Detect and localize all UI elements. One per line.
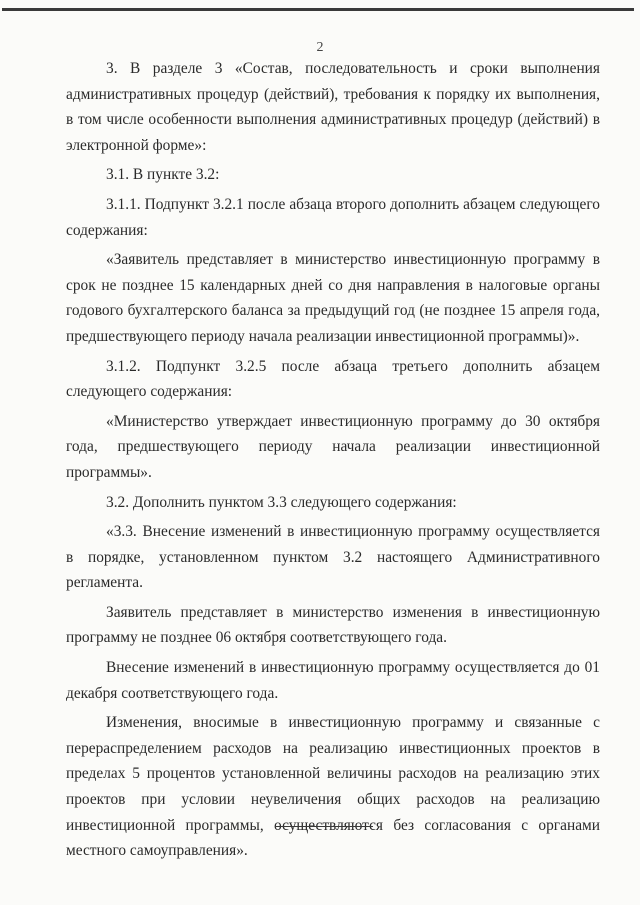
paragraph-changes-deadline: Заявитель представляет в министерство изменения в инвестиционную программу не позднее 06 октября соответствующего года. xyxy=(66,603,600,647)
document-body xyxy=(66,56,600,864)
paragraph-redistribution: Изменения, вносимые в инвестиционную программу и связанные с перераспределением расходов на реализацию инвестиционных проектов в пределах 5 процентов установленной величины расходов на реализацию этих проектов при условии неувеличения общих расходов на реализацию инвестиционной программы, осуществляются без согласования с органами местного самоуправления». xyxy=(66,714,600,860)
paragraph-item-3-1-1: 3.1.1. Подпункт 3.2.1 после абзаца второго дополнить абзацем следующего содержания: xyxy=(66,195,600,239)
top-border-line xyxy=(2,8,634,11)
paragraph-item-3-2: 3.2. Дополнить пунктом 3.3 следующего содержания: xyxy=(106,493,457,511)
paragraph-item-3-1-2: 3.1.2. Подпункт 3.2.5 после абзаца третьего дополнить абзацем следующего содержания: xyxy=(66,357,600,401)
paragraph-item-3-1: 3.1. В пункте 3.2: xyxy=(106,166,220,184)
paragraph-section-3: 3. В разделе 3 «Состав, последовательность и сроки выполнения административных процедур (действий), требования к порядку их выполнения, в том числе особенности выполнения административных процедур (действий) в электронной форме»: xyxy=(66,60,600,154)
end-separator-line xyxy=(275,826,373,827)
paragraph-changes-until: Внесение изменений в инвестиционную программу осуществляется до 01 декабря соответствующего года. xyxy=(66,659,600,702)
page-number: 2 xyxy=(316,40,324,55)
paragraph-quote-3-3: «3.3. Внесение изменений в инвестиционную программу осуществляется в порядке, установленном пунктом 3.2 настоящего Административного регламента. xyxy=(66,523,600,592)
paragraph-quote-ministry-approval: «Министерство утверждает инвестиционную программу до 30 октября года, предшествующего периоду начала реализации инвестиционной программы». xyxy=(66,412,600,481)
paragraph-quote-applicant-submission: «Заявитель представляет в министерство инвестиционную программу в срок не позднее 15 календарных дней со дня направления в налоговые органы годового бухгалтерского баланса за предыдущий год (не позднее 15 апреля года, предшествующего периоду начала реализации инвестиционной программы)». xyxy=(66,251,600,345)
